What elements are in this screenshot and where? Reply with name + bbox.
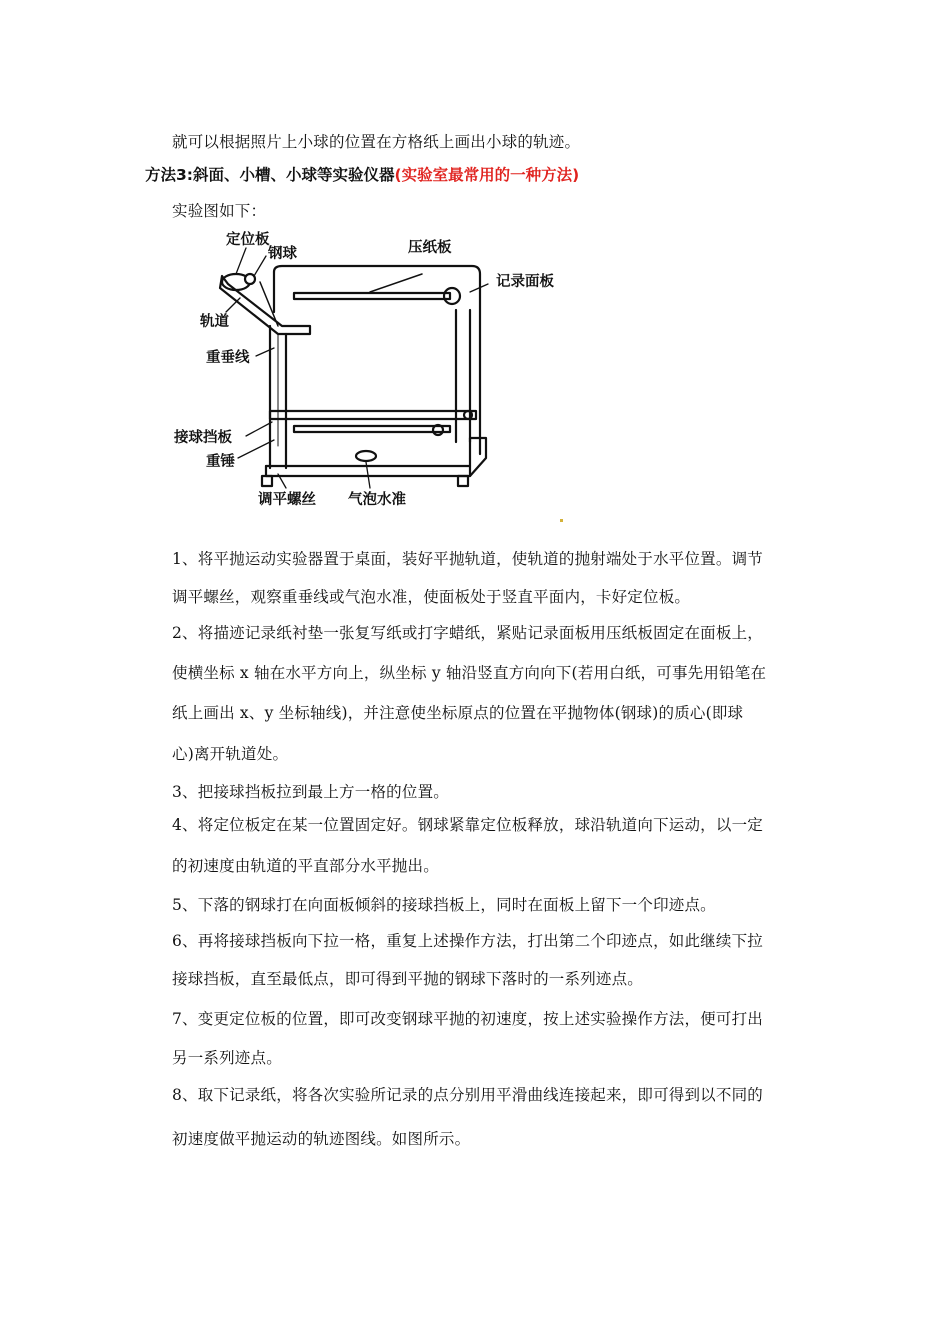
step-line: 5、下落的钢球打在向面板倾斜的接球挡板上，同时在面板上留下一个印迹点。 <box>172 896 716 914</box>
label-leveling-screw: 调平螺丝 <box>258 492 316 508</box>
step-line: 3、把接球挡板拉到最上方一格的位置。 <box>172 783 449 801</box>
step-line: 1、将平抛运动实验器置于桌面，装好平抛轨道，使轨道的抛射端处于水平位置。调节 <box>172 550 763 568</box>
paper-press-bar <box>294 293 450 299</box>
step-line: 心)离开轨道处。 <box>172 745 289 763</box>
apparatus-diagram <box>170 226 570 516</box>
bubble-level <box>356 451 376 461</box>
step-line: 8、取下记录纸，将各次实验所记录的点分别用平滑曲线连接起来，即可得到以不同的 <box>172 1086 763 1104</box>
leveling-screw-right <box>458 476 468 486</box>
method-heading <box>145 163 579 185</box>
label-track: 轨道 <box>200 314 229 330</box>
step-line: 接球挡板，直至最低点，即可得到平抛的钢球下落时的一系列迹点。 <box>172 970 644 988</box>
step-line: 2、将描迹记录纸衬垫一张复写纸或打字蜡纸，紧贴记录面板用压纸板固定在面板上， <box>172 624 763 642</box>
figure-caption: 实验图如下： <box>172 202 267 220</box>
step-line: 的初速度由轨道的平直部分水平抛出。 <box>172 857 439 875</box>
label-plumb-line: 重垂线 <box>206 350 250 366</box>
step-line: 7、变更定位板的位置，即可改变钢球平抛的初速度，按上述实验操作方法，便可打出 <box>172 1010 763 1028</box>
leveling-screw-left <box>262 476 272 486</box>
step-line: 纸上画出 x、y 坐标轴线)，并注意使坐标原点的位置在平抛物体(钢球)的质心(即球 <box>172 704 744 722</box>
step-line: 调平螺丝，观察重垂线或气泡水准，使面板处于竖直平面内，卡好定位板。 <box>172 588 691 606</box>
scan-mark <box>560 519 563 522</box>
catch-plate-bar <box>270 411 476 419</box>
step-line: 初速度做平抛运动的轨迹图线。如图所示。 <box>172 1130 471 1148</box>
step-line: 6、再将接球挡板向下拉一格，重复上述操作方法，打出第二个印迹点，如此继续下拉 <box>172 932 763 950</box>
label-record-panel: 记录面板 <box>496 274 554 290</box>
label-paper-press: 压纸板 <box>408 240 452 256</box>
label-bubble-level: 气泡水准 <box>348 492 406 508</box>
step-line: 使横坐标 x 轴在水平方向上，纵坐标 y 轴沿竖直方向向下(若用白纸，可事先用铅笔在 <box>172 664 767 682</box>
method-note: (实验室最常用的一种方法) <box>394 166 580 184</box>
label-steel-ball: 钢球 <box>268 246 297 262</box>
method-title: 方法3:斜面、小槽、小球等实验仪器 <box>145 166 395 184</box>
label-plumb-bob: 重锤 <box>206 454 235 470</box>
intro-line: 就可以根据照片上小球的位置在方格纸上画出小球的轨迹。 <box>172 133 581 151</box>
step-line: 另一系列迹点。 <box>172 1049 282 1067</box>
label-catch-plate: 接球挡板 <box>174 430 232 446</box>
step-line: 4、将定位板定在某一位置固定好。钢球紧靠定位板释放，球沿轨道向下运动，以一定 <box>172 816 763 834</box>
label-positioning-plate: 定位板 <box>226 232 270 248</box>
